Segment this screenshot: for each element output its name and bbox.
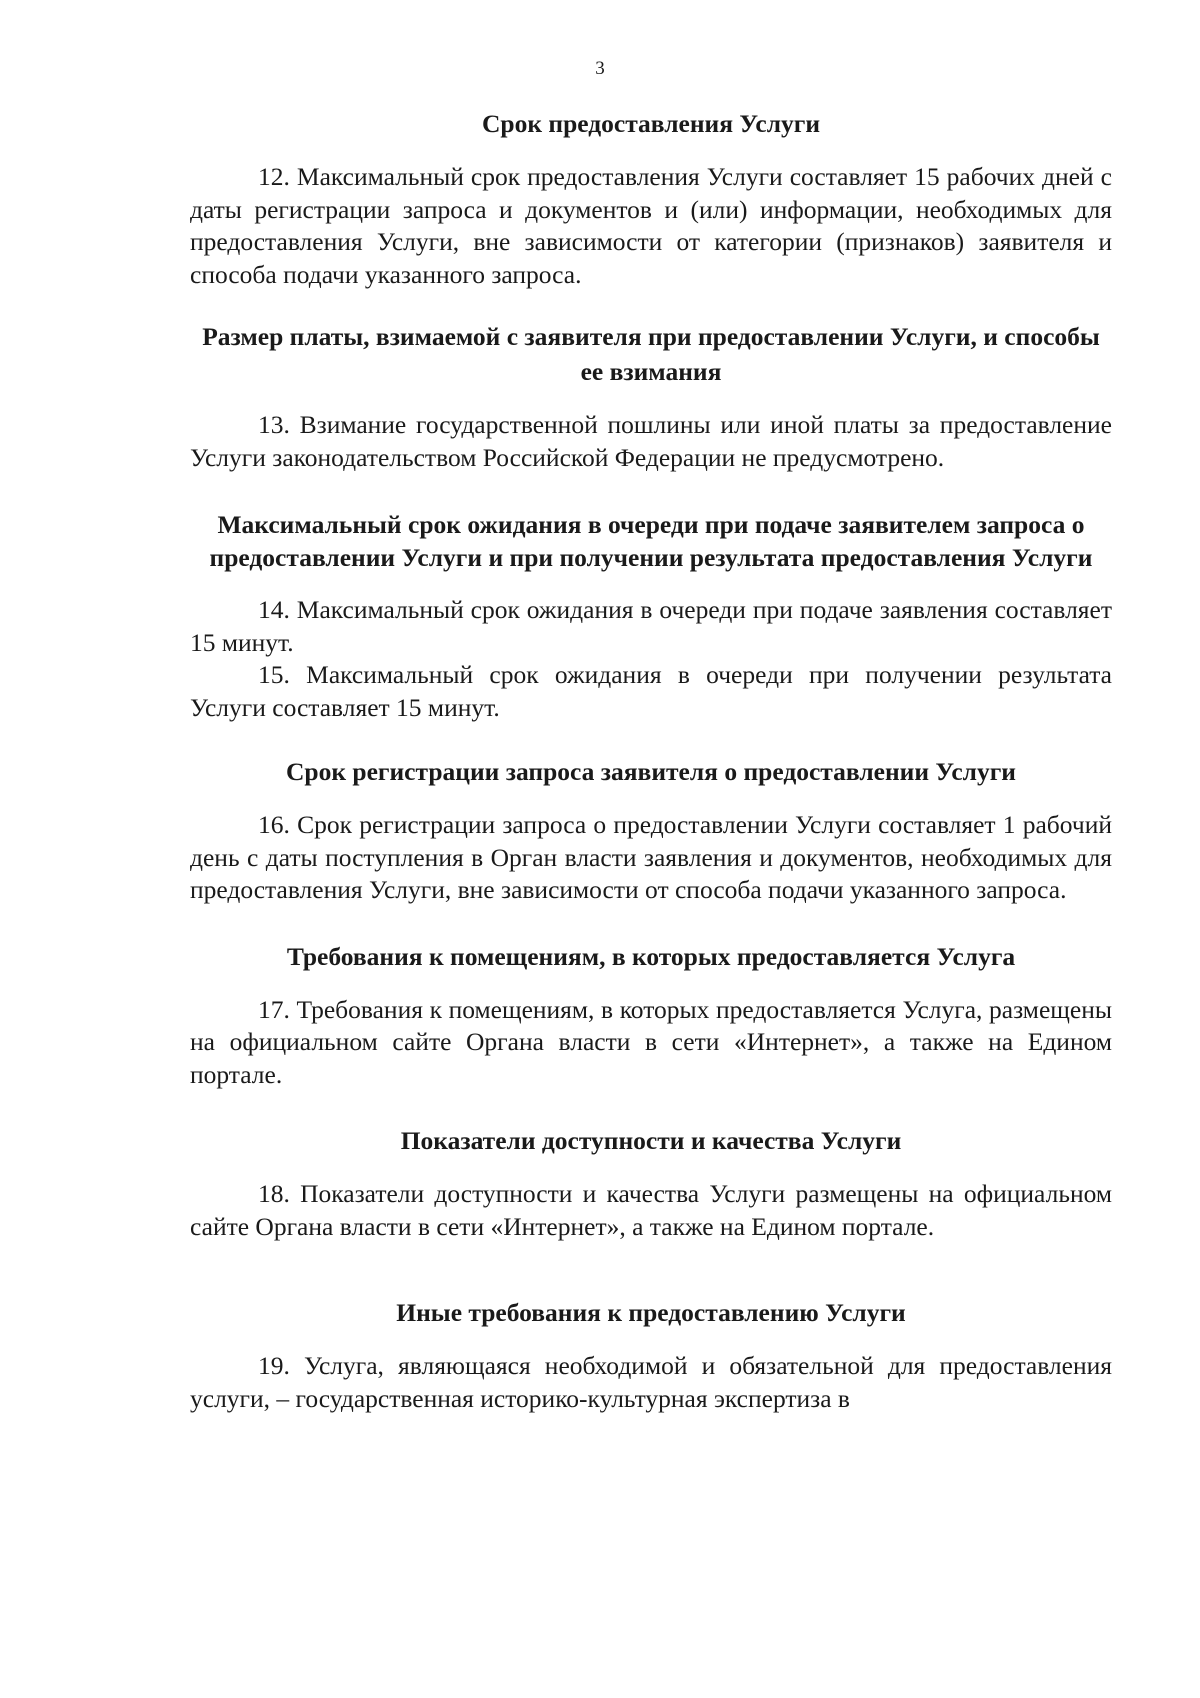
paragraph-14: 14. Максимальный срок ожидания в очереди при подаче заявления составляет 15 минут. xyxy=(190,595,1112,657)
paragraph-13: 13. Взимание государственной пошлины или иной платы за предоставление Услуги законодательством Российской Федерации не предусмотрено. xyxy=(190,410,1112,472)
section-heading-pomeshcheniya: Требования к помещениям, в которых предоставляется Услуга xyxy=(286,941,1016,971)
paragraph-16: 16. Срок регистрации запроса о предоставлении Услуги составляет 1 рабочий день с даты поступления в Орган власти заявления и документов, необходимых для предоставления Услуги, вне зависимости от способа подачи указанного запроса. xyxy=(190,810,1112,904)
paragraph-18: 18. Показатели доступности и качества Услуги размещены на официальном сайте Органа власти в сети «Интернет», а также на Едином портале. xyxy=(190,1179,1112,1241)
section-heading-ozhidanie: Максимальный срок ожидания в очереди при подаче заявителем запроса о предоставлении Услуги и при получении результата предоставления Услуги xyxy=(209,510,1093,572)
section-heading-srok: Срок предоставления Услуги xyxy=(481,109,821,138)
section-heading-registratsiya: Срок регистрации запроса заявителя о предоставлении Услуги xyxy=(286,757,1016,786)
paragraph-17: 17. Требования к помещениям, в которых предоставляется Услуга, размещены на официальном сайте Органа власти в сети «Интернет», а также на Едином портале. xyxy=(190,994,1112,1089)
paragraph-15: 15. Максимальный срок ожидания в очереди при получении результата Услуги составляет 15 минут. xyxy=(190,660,1112,722)
section-heading-inye-trebovaniya: Иные требования к предоставлению Услуги xyxy=(396,1298,906,1327)
section-heading-plata: Размер платы, взимаемой с заявителя при предоставлении Услуги, и способы ее взимания xyxy=(202,322,1100,386)
paragraph-12: 12. Максимальный срок предоставления Услуги составляет 15 рабочих дней с даты регистрации запроса и документов и (или) информации, необходимых для предоставления Услуги, вне зависимости от категории (признаков) заявителя и способа подачи указанного запроса. xyxy=(190,162,1112,289)
paragraph-19: 19. Услуга, являющаяся необходимой и обязательной для предоставления услуги, – государственная историко-культурная экспертиза в xyxy=(190,1351,1112,1413)
page-number: 3 xyxy=(595,58,605,79)
section-heading-pokazateli: Показатели доступности и качества Услуги xyxy=(400,1126,902,1155)
document-body xyxy=(190,106,1112,1415)
